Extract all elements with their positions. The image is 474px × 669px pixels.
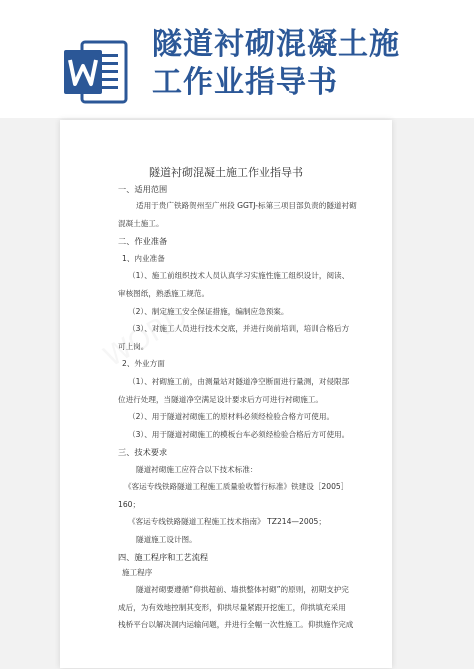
word-document-icon bbox=[62, 38, 130, 106]
paragraph-line: 审核图纸，熟悉施工规范。 bbox=[118, 289, 210, 298]
paragraph-line: 位进行处理，当隧道净空满足设计要求后方可进行衬砌施工。 bbox=[118, 395, 324, 404]
paragraph-line: 可上岗。 bbox=[118, 342, 149, 351]
paragraph-line: 隧道衬砌施工应符合以下技术标准： bbox=[136, 465, 258, 474]
section-heading: 三、技术要求 bbox=[118, 447, 168, 457]
paragraph-line: （3）、对施工人员进行技术交底，并进行岗前培训，培训合格后方 bbox=[128, 324, 350, 333]
section-heading: 一、适用范围 bbox=[118, 184, 168, 194]
page-title bbox=[152, 26, 462, 102]
paragraph-line: 《客运专线铁路隧道工程施工技术指南》 TZ214—2005； bbox=[128, 517, 326, 526]
section-heading: 二、作业准备 bbox=[118, 236, 168, 246]
paragraph-line: （2）、用于隧道衬砌施工的原材料必须经检验合格方可使用。 bbox=[128, 412, 335, 421]
document-page bbox=[60, 120, 392, 668]
paragraph-line: （1）、衬砌施工前，由测量站对隧道净空断面进行量测，对侵限部 bbox=[128, 377, 350, 386]
subsection-heading: 1、内业准备 bbox=[122, 254, 165, 263]
document-title: 隧道衬砌混凝土施工作业指导书 bbox=[149, 166, 303, 179]
paragraph-line: 栈桥平台以解决洞内运输问题，并进行全幅一次性施工。仰拱施作完成 bbox=[118, 620, 354, 629]
subsection-heading: 施工程序 bbox=[122, 568, 153, 577]
banner bbox=[0, 0, 474, 118]
title-line-1: 隧道衬砌混凝土施 bbox=[152, 27, 400, 62]
paragraph-line: 160； bbox=[118, 500, 141, 509]
paragraph-line: 《客运专线铁路隧道工程施工质量验收暂行标准》铁建设［2005］ bbox=[124, 482, 349, 491]
paragraph-line: 混凝土施工。 bbox=[118, 219, 164, 228]
paragraph-line: （1）、施工前组织技术人员认真学习实施性施工组织设计，阅读、 bbox=[128, 271, 350, 280]
paragraph-line: 隧道施工设计图。 bbox=[136, 535, 197, 544]
section-heading: 四、施工程序和工艺流程 bbox=[118, 552, 209, 562]
paragraph-line: 成后，为有效地控制其变形，仰拱尽量紧跟开挖施工，仰拱填充采用 bbox=[118, 603, 346, 612]
title-line-2: 工作业指导书 bbox=[152, 65, 338, 100]
paragraph-line: 隧道衬砌要遵循“仰拱超前、墙拱整体衬砌”的原则，初期支护完 bbox=[136, 585, 349, 594]
subsection-heading: 2、外业方面 bbox=[122, 359, 165, 368]
paragraph-line: 适用于贵广铁路贺州至广州段 GGTJ-标第三项目部负责的隧道衬砌 bbox=[136, 201, 357, 210]
paragraph-line: （2）、制定施工安全保证措施，编制应急预案。 bbox=[128, 307, 289, 316]
paragraph-line: （3）、用于隧道衬砌施工的模板台车必须经检验合格后方可使用。 bbox=[128, 430, 350, 439]
